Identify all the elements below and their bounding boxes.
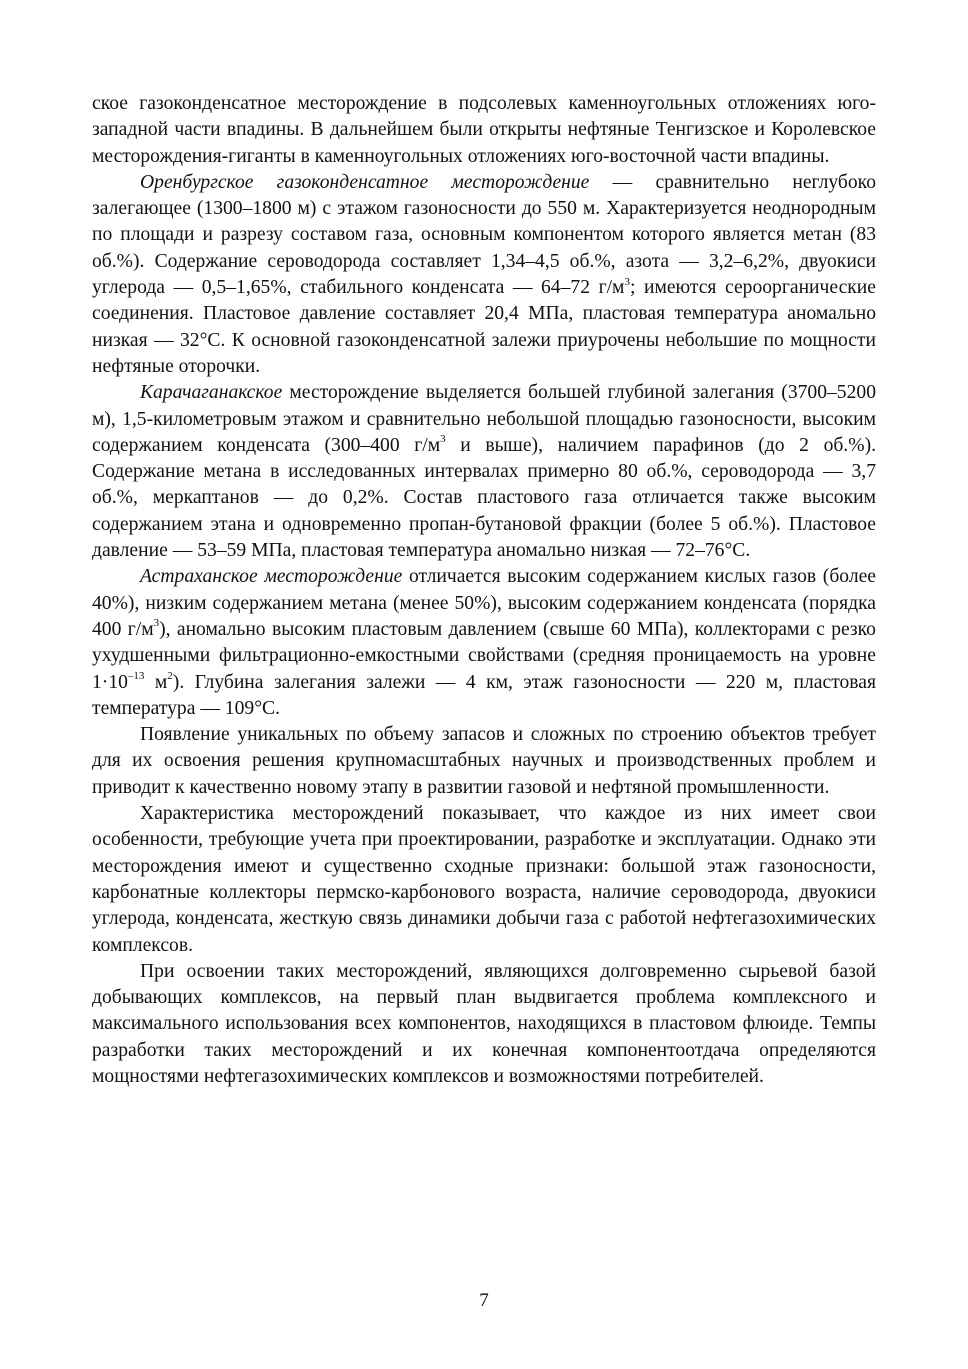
superscript-cubic: 3 <box>440 433 446 446</box>
paragraph-7-text: При освоении таких месторождений, являющихся долговременно сырьевой базой добывающих комплексов, на первый план выдвигается проблема комплексного и максимального использования всех компонентов, находящихся в пластовом флюиде. Темпы разработки таких месторождений и их конечная компонентоотдача определяются мощностями нефтегазохимических комплексов и возможностями потребителей. <box>92 960 876 1087</box>
field-name-astrakhan: Астраханское месторождение <box>140 566 403 588</box>
paragraph-astrakhan <box>92 564 876 722</box>
paragraph-5 <box>92 722 876 801</box>
paragraph-karachaganak-text-1: месторождение выделяется большей глубиной залегания (3700–5200 м), 1,5-километровым этажом и сравнительно небольшой площадью газоносности, высоким содержанием конденсата (300–400 г/м <box>92 382 876 456</box>
paragraph-orenburg-text-2: ; имеются сероорганические соединения. Пластовое давление составляет 20,4 МПа, пластовая температура аномально низкая — 32°С. К основной газоконденсатной залежи приурочены небольшие по мощности нефтяные оторочки. <box>92 277 876 377</box>
document-page <box>92 91 876 1090</box>
paragraph-1 <box>92 91 876 170</box>
paragraph-astrakhan-text-1: отличается высоким содержанием кислых газов (более 40%), низким содержанием метана (менее 50%), высоким содержанием конденсата (порядка 400 г/м <box>92 566 876 640</box>
paragraph-6-text: Характеристика месторождений показывает, что каждое из них имеет свои особенности, требующие учета при проектировании, разработке и эксплуатации. Однако эти месторождения имеют и существенно сходные признаки: большой этаж газоносности, карбонатные коллекторы пермско-карбонового возраста, наличие сероводорода, двуокиси углерода, конденсата, жесткую связь динамики добычи газа с работой нефтегазохимических комплексов. <box>92 803 876 956</box>
superscript-cubic: 3 <box>153 617 160 630</box>
paragraph-karachaganak-text-2: и выше), наличием парафинов (до 2 об.%). Содержание метана в исследованных интервалах примерно 80 об.%, сероводорода — 3,7 об.%, меркаптанов — до 0,2%. Состав пластового газа отличается также высоким содержанием этана и одновременно пропан-бутановой фракции (более 5 об.%). Пластовое давление — 53–59 МПа, пластовая температура аномально низкая — 72–76°С. <box>92 434 877 562</box>
field-name-karachaganak: Карачаганакское <box>140 382 283 404</box>
paragraph-astrakhan-text-4: ). Глубина залегания залежи — 4 км, этаж газоносности — 220 м, пластовая температура — 109°С. <box>92 671 876 719</box>
field-name-orenburg: Оренбургское газоконденсатное месторождение <box>140 171 590 193</box>
superscript-cubic: 3 <box>624 275 630 288</box>
paragraph-orenburg <box>92 170 876 380</box>
paragraph-karachaganak <box>92 380 876 564</box>
superscript-exponent: –13 <box>127 670 145 682</box>
paragraph-orenburg-text-1: — сравнительно неглубоко залегающее (1300–1800 м) с этажом газоносности до 550 м. Характеризуется неоднородным по площади и разрезу составом газа, основным компонентом которого является метан (83 об.%). Содержание сероводорода составляет 1,34–4,5 об.%, азота — 3,2–6,2%, двуокиси углерода — 0,5–1,65%, стабильного конденсата — 64–72 г/м <box>92 171 876 299</box>
paragraph-7 <box>92 959 876 1090</box>
paragraph-6 <box>92 801 876 959</box>
paragraph-astrakhan-text-2: ), аномально высоким пластовым давлением (свыше 60 МПа), коллекторами с резко ухудшенными фильтрационно-емкостными свойствами (средняя проницаемость на уровне 1·10 <box>92 618 876 693</box>
paragraph-1-text: ское газоконденсатное месторождение в подсолевых каменноугольных отложениях юго-западной части впадины. В дальнейшем были открыты нефтяные Тенгизское и Королевское месторождения-гиганты в каменноугольных отложениях юго-восточной части впадины. <box>92 93 876 167</box>
paragraph-astrakhan-text-3: м <box>144 671 168 693</box>
superscript-square: 2 <box>167 670 173 682</box>
paragraph-5-text: Появление уникальных по объему запасов и сложных по строению объектов требует для их освоения решения крупномасштабных научных и производственных проблем и приводит к качественно новому этапу в развитии газовой и нефтяной промышленности. <box>92 724 876 798</box>
page-number: 7 <box>479 1290 489 1311</box>
